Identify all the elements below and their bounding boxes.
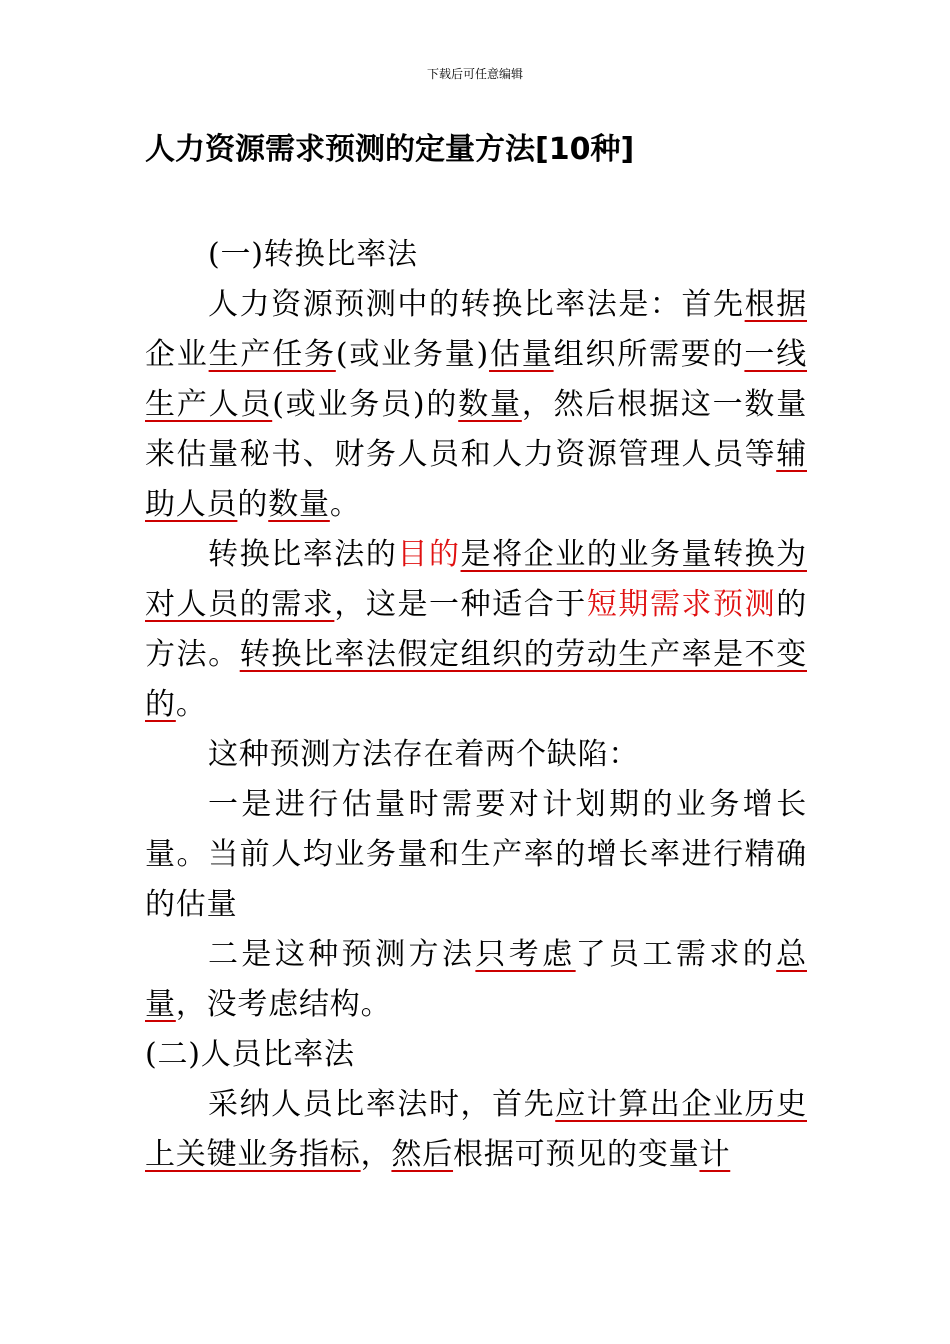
- paragraph-4: 一是进行估量时需要对计划期的业务增长量。当前人均业务量和生产率的增长率进行精确的估量: [145, 787, 807, 922]
- paragraph-6: 采纳人员比率法时，首先应计算出企业历史上关键业务指标，然后根据可预见的变量计: [145, 1087, 807, 1172]
- document-body: [145, 230, 807, 1180]
- document-title: 人力资源需求预测的定量方法[10种]: [145, 132, 635, 167]
- header-note: 下载后可任意编辑: [426, 67, 523, 81]
- section-heading-2: (二)人员比率法: [145, 1037, 355, 1072]
- paragraph-5: 二是这种预测方法只考虑了员工需求的总量，没考虑结构。: [145, 937, 807, 1022]
- section-heading-1: (一)转换比率法: [208, 237, 418, 272]
- paragraph-2: 转换比率法的目的是将企业的业务量转换为对人员的需求，这是一种适合于短期需求预测的方法。转换比率法假定组织的劳动生产率是不变的。: [145, 537, 807, 722]
- paragraph-3: 这种预测方法存在着两个缺陷：: [208, 737, 640, 772]
- paragraph-1: 人力资源预测中的转换比率法是：首先根据企业生产任务(或业务量)估量组织所需要的一线生产人员(或业务员)的数量，然后根据这一数量来估量秘书、财务人员和人力资源管理人员等辅助人员的数量。: [145, 287, 808, 522]
